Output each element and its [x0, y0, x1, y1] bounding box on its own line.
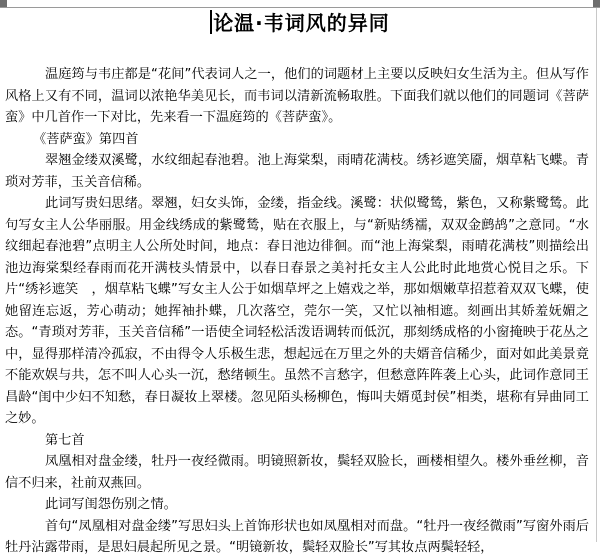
- poem-text-4: 翠翘金缕双溪鹭，水纹细起春池碧。池上海棠梨，雨晴花满枝。绣衫遮笑靥，烟草粘飞蝶。青琐对芳菲，玉关音信稀。: [5, 153, 589, 190]
- document-body[interactable]: [5, 64, 589, 559]
- ruler-corner-left: [0, 0, 7, 7]
- paragraph-analysis-7: 首句“凤凰相对盘金缕”写思妇头上首饰形状也如凤凰相对而盘。“牡丹一夜经微雨”写窗外雨后牡丹沾露带雨，是思妇晨起所见之景。“明镜新妆，鬓轻双脸长”写其妆点两鬓轻轻，: [5, 518, 589, 555]
- poem-heading-4: 《菩萨蛮》第四首: [33, 131, 139, 147]
- page-edge: [596, 8, 600, 542]
- text-cursor: [210, 10, 212, 34]
- paragraph-intro: 温庭筠与韦庄都是“花间”代表词人之一，他们的词题材上主要以反映妇女生活为主。但从写作风格上又有不同，温词以浓艳华美见长，而韦词以清新流畅取胜。下面我们就以他们的同题词《菩萨蛮》中几首作一下对比，先来看一下温庭筠的《菩萨蛮》。: [5, 67, 589, 125]
- ruler-corner-right: [593, 0, 600, 7]
- paragraph-analysis-4: 此词写贵妇思绪。翠翘，妇女头饰，金缕，指金线。溪鹭：状似鹭鸶，紫色，又称紫鹭鸶。此句写女主人公华丽服。用金线绣成的紫鹭鸶，贴在衣服上，与“新贴绣襦，双双金鹧鸪”之意同。“水纹细起春池碧”点明主人公所处时间，地点：春日池边徘徊。而“池上海棠梨，雨晴花满枝”则描绘出池边海棠梨经春雨而花开满枝头情景中，以春日春景之美衬托女主人公此时此地赏心悦目之乐。下片“绣衫遮笑 ，烟草粘飞蝶”写女主人公于如烟草坪之上嬉戏之举，那如烟嫩草招惹着双双飞蝶，使她留连忘返，芳心萌动；她挥袖扑蝶，几次落空，莞尔一笑，又忙以袖相遮。刻画出其娇羞妩媚之态。“青琐对芳菲，玉关音信稀”一语使全词轻松活泼语调转而低沉，那刻绣成格的小窗掩映于花丛之中，显得那样清冷孤寂，不由得令人乐极生悲，想起远在万里之外的夫婿音信稀少，面对如此美景竟不能欢娱与共，怎不叫人心头一沉，愁绪顿生。虽然不言愁字，但愁意阵阵袭上心头，此词作意同王昌龄“闺中少妇不知愁，春日凝妆上翠楼。忽见陌头杨柳色，悔叫夫婿觅封侯”相类，堪称有异曲同工之妙。: [5, 196, 589, 426]
- poem-heading-7: 第七首: [45, 432, 85, 448]
- document-title: 论温·韦词风的异同: [213, 11, 390, 35]
- poem-text-7: 凤凰相对盘金缕，牡丹一夜经微雨。明镜照新妆，鬓轻双脸长，画楼相望久。楼外垂丝柳，音信不归来，社前双燕回。: [5, 454, 589, 491]
- document-title-line[interactable]: [0, 9, 600, 37]
- document-ruler: [0, 0, 600, 8]
- paragraph-theme-7: 此词写闺怨伤别之情。: [45, 497, 177, 512]
